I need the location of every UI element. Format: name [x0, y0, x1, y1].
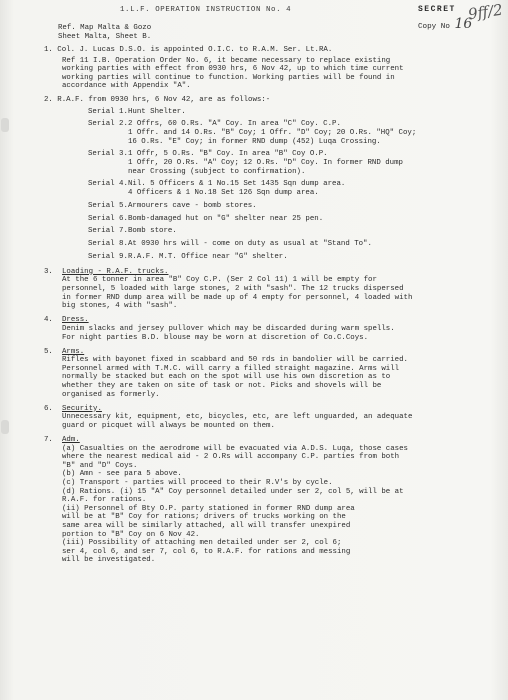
serial-label: Serial 9.	[88, 253, 128, 261]
serial-text: Hunt Shelter.	[128, 107, 186, 116]
para_4-number: 4.	[44, 316, 53, 325]
para_7-line: (c) Transport - parties will proceed to their R.V's by cycle.	[62, 479, 333, 487]
appointment-line: 1. Col. J. Lucas D.S.O. is appointed O.I.C. to R.A.M. Ser. Lt.RA.	[44, 46, 333, 54]
para_7-line: (ii) Personnel of Bty O.P. party stationed in former RND dump area	[62, 504, 355, 513]
serial-text: near Crossing (subject to confirmation).	[128, 167, 306, 176]
serial-label: Serial 6.	[88, 214, 128, 223]
reference-line: Ref. Map Malta & Gozo	[58, 24, 152, 32]
handwritten-annotation: 9ff/2	[466, 0, 504, 24]
para_7-line: will be investigated.	[62, 556, 156, 565]
para_7-line: R.A.F. for rations.	[62, 496, 147, 505]
serial-text: Armourers cave - bomb stores.	[128, 201, 257, 210]
para_7-line: (a) Casualties on the aerodrome will be evacuated via A.D.S. Luqa, those cases	[62, 444, 408, 453]
para_3-line: in former RND dump area will be made up of 4 empty for personnel, 4 loaded with	[62, 293, 413, 302]
para_7-line: (b) Amn - see para 5 above.	[62, 470, 182, 479]
serial-text: Nil. 5 Officers & 1 No.15 Set 1435 Sqn dump area.	[128, 180, 346, 189]
serial-text: 1 Offr. and 14 O.Rs. "B" Coy; 1 Offr. "D" Coy; 20 O.Rs. "HQ" Coy;	[128, 129, 417, 137]
para_7-line: (d) Rations. (i) 15 "A" Coy personnel detailed under ser 2, col 5, will be at	[62, 487, 404, 496]
punch-hole	[1, 118, 9, 132]
serial-text: At 0930 hrs will - come on duty as usual at "Stand To".	[128, 240, 372, 249]
para_3-number: 3.	[44, 267, 53, 276]
serial-text: Bomb store.	[128, 227, 177, 236]
para_7-line: "B" and "D" Coys.	[62, 461, 138, 470]
para_4-heading: Dress.	[62, 316, 89, 325]
para-1-line: Ref 11 I.B. Operation Order No. 6, it became necessary to replace existing	[62, 56, 391, 65]
para_6-line: guard or picquet will always be mounted on them.	[62, 421, 275, 430]
para_4-line: For night parties B.D. blouse may be worn at discretion of Co.C.Coys.	[62, 333, 369, 342]
serial-text: R.A.F. M.T. Office near "G" shelter.	[128, 253, 288, 261]
serial-text: 1 Offr, 5 O.Rs. "B" Coy. In area "B" Coy O.P.	[128, 150, 328, 159]
para-1-line: working parties with effect from 0930 hrs, 6 Nov 42, up to which time current	[62, 65, 404, 74]
para_5-heading: Arms.	[62, 347, 85, 356]
para_4-line: Denim slacks and jersey pullover which may be discarded during warm spells.	[62, 324, 395, 333]
serial-label: Serial 1.	[88, 107, 128, 116]
para_7-line: ser 4, col 6, and ser 7, col 6, to R.A.F. for rations and messing	[62, 547, 351, 556]
para-1-line: working parties will continue to function. Working parties will be found in	[62, 73, 395, 82]
serial-label: Serial 2.	[88, 120, 128, 129]
serial-text: 4 Officers & 1 No.18 Set 126 Sqn dump area.	[128, 189, 319, 197]
copy-number-handwritten: 16	[454, 16, 473, 32]
serial-label: Serial 7.	[88, 227, 128, 236]
copy-number: Copy No 16	[418, 16, 473, 32]
para_7-line: same area will be similarly attached, all will transfer unexpired	[62, 522, 351, 530]
para_3-line: personnel, 5 loaded with large stones, 2 with "sash". The 12 trucks dispersed	[62, 285, 404, 293]
para_7-line: where the nearest medical aid - 2 O.Rs will accompany C.P. parties from both	[62, 453, 400, 462]
para_7-line: (iii) Possibility of attaching men detailed under ser 2, col 6;	[62, 539, 342, 548]
serial-text: Bomb-damaged hut on "G" shelter near 25 pen.	[128, 214, 324, 223]
map-references	[58, 24, 151, 42]
para_6-line: Unnecessary kit, equipment, etc, bicycles, etc, are left unguarded, an adequate	[62, 413, 413, 422]
para_5-line: Rifles with bayonet fixed in scabbard and 50 rds in bandolier will be carried.	[62, 356, 408, 365]
para_5-line: normally be stacked but each on the spot will use his own discretion as to	[62, 373, 391, 382]
para_7-number: 7.	[44, 436, 53, 444]
serial-label: Serial 3.	[88, 150, 128, 159]
para_7-line: portion to "B" Coy on 6 Nov 42.	[62, 530, 200, 539]
serial-label: Serial 5.	[88, 201, 128, 210]
secret-marking: SECRET	[418, 5, 456, 14]
para_5-line: Personnel armed with T.M.C. will carry a filled straight magazine. Arms will	[62, 364, 400, 373]
para_5-number: 5.	[44, 347, 53, 356]
serial-label: Serial 8.	[88, 240, 128, 249]
para_7-line: will be at "B" Coy for rations; drivers of trucks working on the	[62, 513, 346, 522]
serial-text: 1 Offr, 20 O.Rs. "A" Coy; 12 O.Rs. "D" Coy. In former RND dump	[128, 159, 403, 167]
para_3-heading: Loading - R.A.F. trucks.	[62, 267, 169, 276]
reference-line: Sheet Malta, Sheet B.	[58, 33, 152, 41]
para_5-line: whether they are taken on site of task or not. Picks and shovels will be	[62, 382, 382, 390]
para_5-line: organised as formerly.	[62, 390, 160, 399]
para_6-number: 6.	[44, 404, 53, 413]
serial-text: 16 O.Rs. "E" Coy; in former RND dump (452) Luqa Crossing.	[128, 137, 381, 146]
para-1-line: accordance with Appendix "A".	[62, 82, 191, 91]
para-2-heading: 2. R.A.F. from 0930 hrs, 6 Nov 42, are as follows:-	[44, 96, 271, 104]
document-title: 1.L.F. OPERATION INSTRUCTION No. 4	[120, 6, 292, 14]
serial-text: 2 Offrs, 60 O.Rs. "A" Coy. In area "C" Coy. C.P.	[128, 120, 341, 129]
para_3-line: At the 6 tonner in area "B" Coy C.P. (Ser 2 Col 11) 1 will be empty for	[62, 276, 377, 285]
serial-label: Serial 4.	[88, 180, 128, 189]
para_3-line: big stones, 4 with "sash".	[62, 302, 178, 311]
para_6-heading: Security.	[62, 404, 102, 413]
punch-hole	[1, 420, 9, 434]
para_7-heading: Adm.	[62, 436, 80, 444]
